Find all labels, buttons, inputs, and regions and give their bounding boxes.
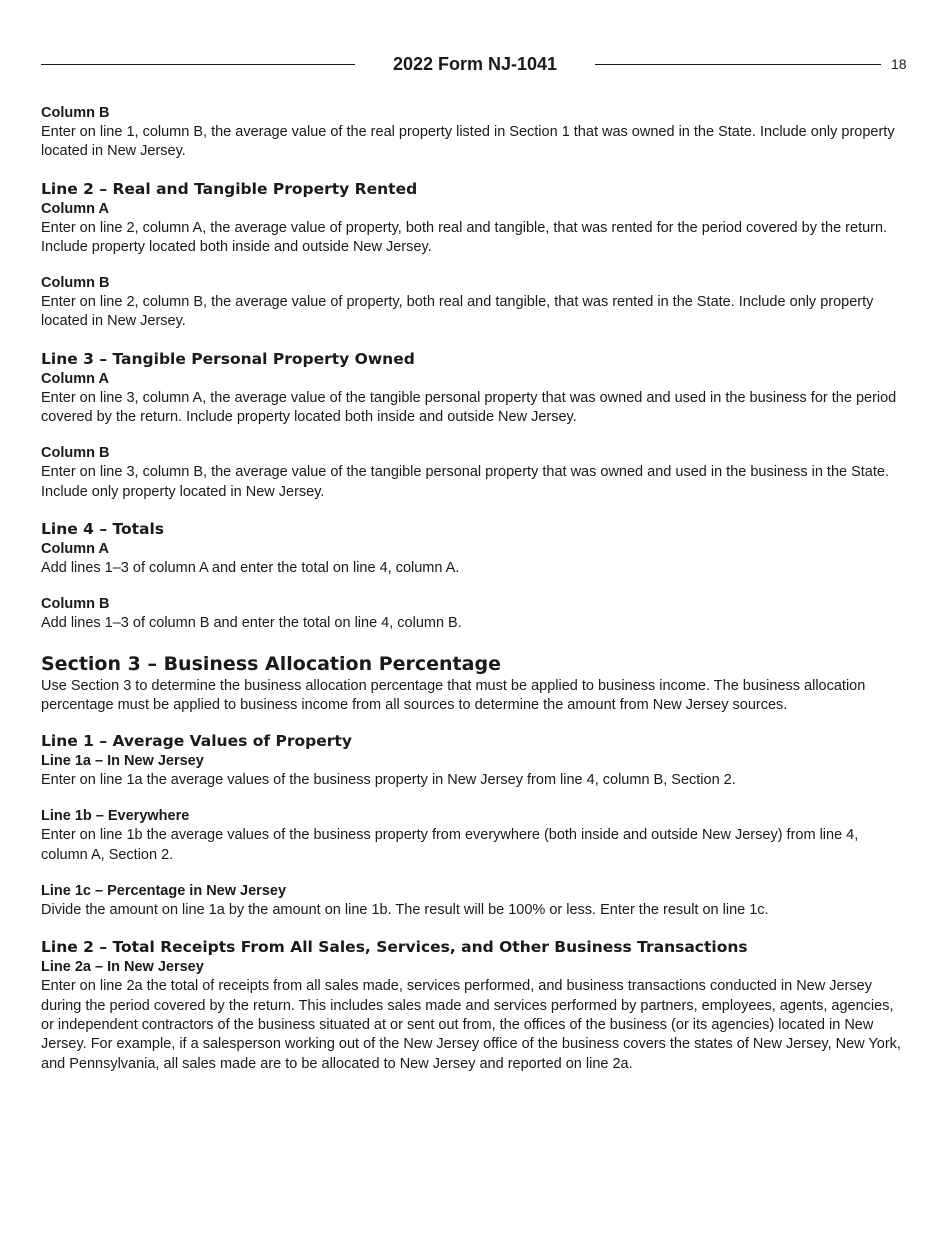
paragraph: Enter on line 2a the total of receipts from all sales made, services performed, and business transactions conducted in New Jersey during the period covered by the return. This includes sales made and services performed by partners, employees, agents, agencies, or independent contractors of the business situated at or sent out from, the offices of the business (or its agencies) located in New Jersey. For example, if a salesperson working out of the New Jersey office of the business covers the states of New Jersey, New York, and Pennsylvania, all sales made are to be allocated to New Jersey and reported on line 2a. xyxy=(41,978,901,1072)
s3-line2a xyxy=(41,958,909,1073)
document-body xyxy=(41,104,909,1091)
section-3-intro: Use Section 3 to determine the business allocation percentage that must be applied to business income. The business allocation percentage must be applied to business income from all sources to determine the amount from New Jersey sources. xyxy=(41,677,866,713)
page-number: 18 xyxy=(891,56,907,72)
s2-line2-column-a xyxy=(41,200,909,258)
s3-line2-heading: Line 2 – Total Receipts From All Sales, Services, and Other Business Transactions xyxy=(41,938,748,957)
paragraph: Enter on line 3, column B, the average value of the tangible personal property that was owned and used in the business in the State. Include only property located in New Jersey. xyxy=(41,464,889,500)
line-label: Line 2a – In New Jersey xyxy=(41,959,204,976)
s2-line4-column-a xyxy=(41,540,909,578)
paragraph: Enter on line 2, column B, the average value of property, both real and tangible, that was rented in the State. Include only property located in New Jersey. xyxy=(41,294,874,330)
page-header xyxy=(41,52,881,78)
paragraph: Enter on line 3, column A, the average value of the tangible personal property that was owned and used in the business for the period covered by the return. Include property located both inside and outside New Jersey. xyxy=(41,389,897,426)
paragraph: Add lines 1–3 of column A and enter the total on line 4, column A. xyxy=(41,559,460,576)
column-label: Column B xyxy=(41,596,110,613)
column-label: Column B xyxy=(41,105,110,121)
section-3-heading: Section 3 – Business Allocation Percentage xyxy=(41,652,501,675)
s3-line1a xyxy=(41,752,909,790)
paragraph: Enter on line 1b the average values of the business property from everywhere (both inside and outside New Jersey) from line 4, column A, Section 2. xyxy=(41,827,859,863)
column-label: Column A xyxy=(41,370,109,387)
s2-line4-column-b xyxy=(41,595,909,633)
line-label: Line 1c – Percentage in New Jersey xyxy=(41,883,287,900)
s2-line4-heading: Line 4 – Totals xyxy=(41,519,165,538)
line-label: Line 1b – Everywhere xyxy=(41,808,190,825)
column-label: Column B xyxy=(41,445,110,462)
s3-line1c xyxy=(41,882,909,920)
s3-line1b xyxy=(41,807,909,865)
s2-line3-column-a xyxy=(41,370,909,428)
s3-line1-heading: Line 1 – Average Values of Property xyxy=(41,732,352,751)
header-rule-right xyxy=(595,64,881,65)
column-label: Column B xyxy=(41,275,110,292)
form-title: 2022 Form NJ-1041 xyxy=(392,54,558,74)
paragraph: Enter on line 1, column B, the average value of the real property listed in Section 1 that was owned in the State. Include only property located in New Jersey. xyxy=(41,124,895,160)
paragraph: Enter on line 1a the average values of the business property in New Jersey from line 4, column B, Section 2. xyxy=(41,772,736,789)
paragraph: Divide the amount on line 1a by the amount on line 1b. The result will be 100% or less. Enter the result on line 1c. xyxy=(41,902,769,919)
paragraph: Enter on line 2, column A, the average value of property, both real and tangible, that was rented for the period covered by the return. Include property located both inside and outside New Jersey. xyxy=(41,219,888,255)
paragraph: Add lines 1–3 of column B and enter the total on line 4, column B. xyxy=(41,615,462,632)
s2-line1-column-b xyxy=(41,104,909,162)
s2-line3-column-b xyxy=(41,444,909,502)
s2-line3-heading: Line 3 – Tangible Personal Property Owned xyxy=(41,349,415,368)
column-label: Column A xyxy=(41,200,109,217)
s2-line2-heading: Line 2 – Real and Tangible Property Rented xyxy=(41,179,418,198)
line-label: Line 1a – In New Jersey xyxy=(41,753,204,770)
header-rule-left xyxy=(41,64,355,65)
s2-line2-column-b xyxy=(41,274,909,332)
column-label: Column A xyxy=(41,540,109,557)
